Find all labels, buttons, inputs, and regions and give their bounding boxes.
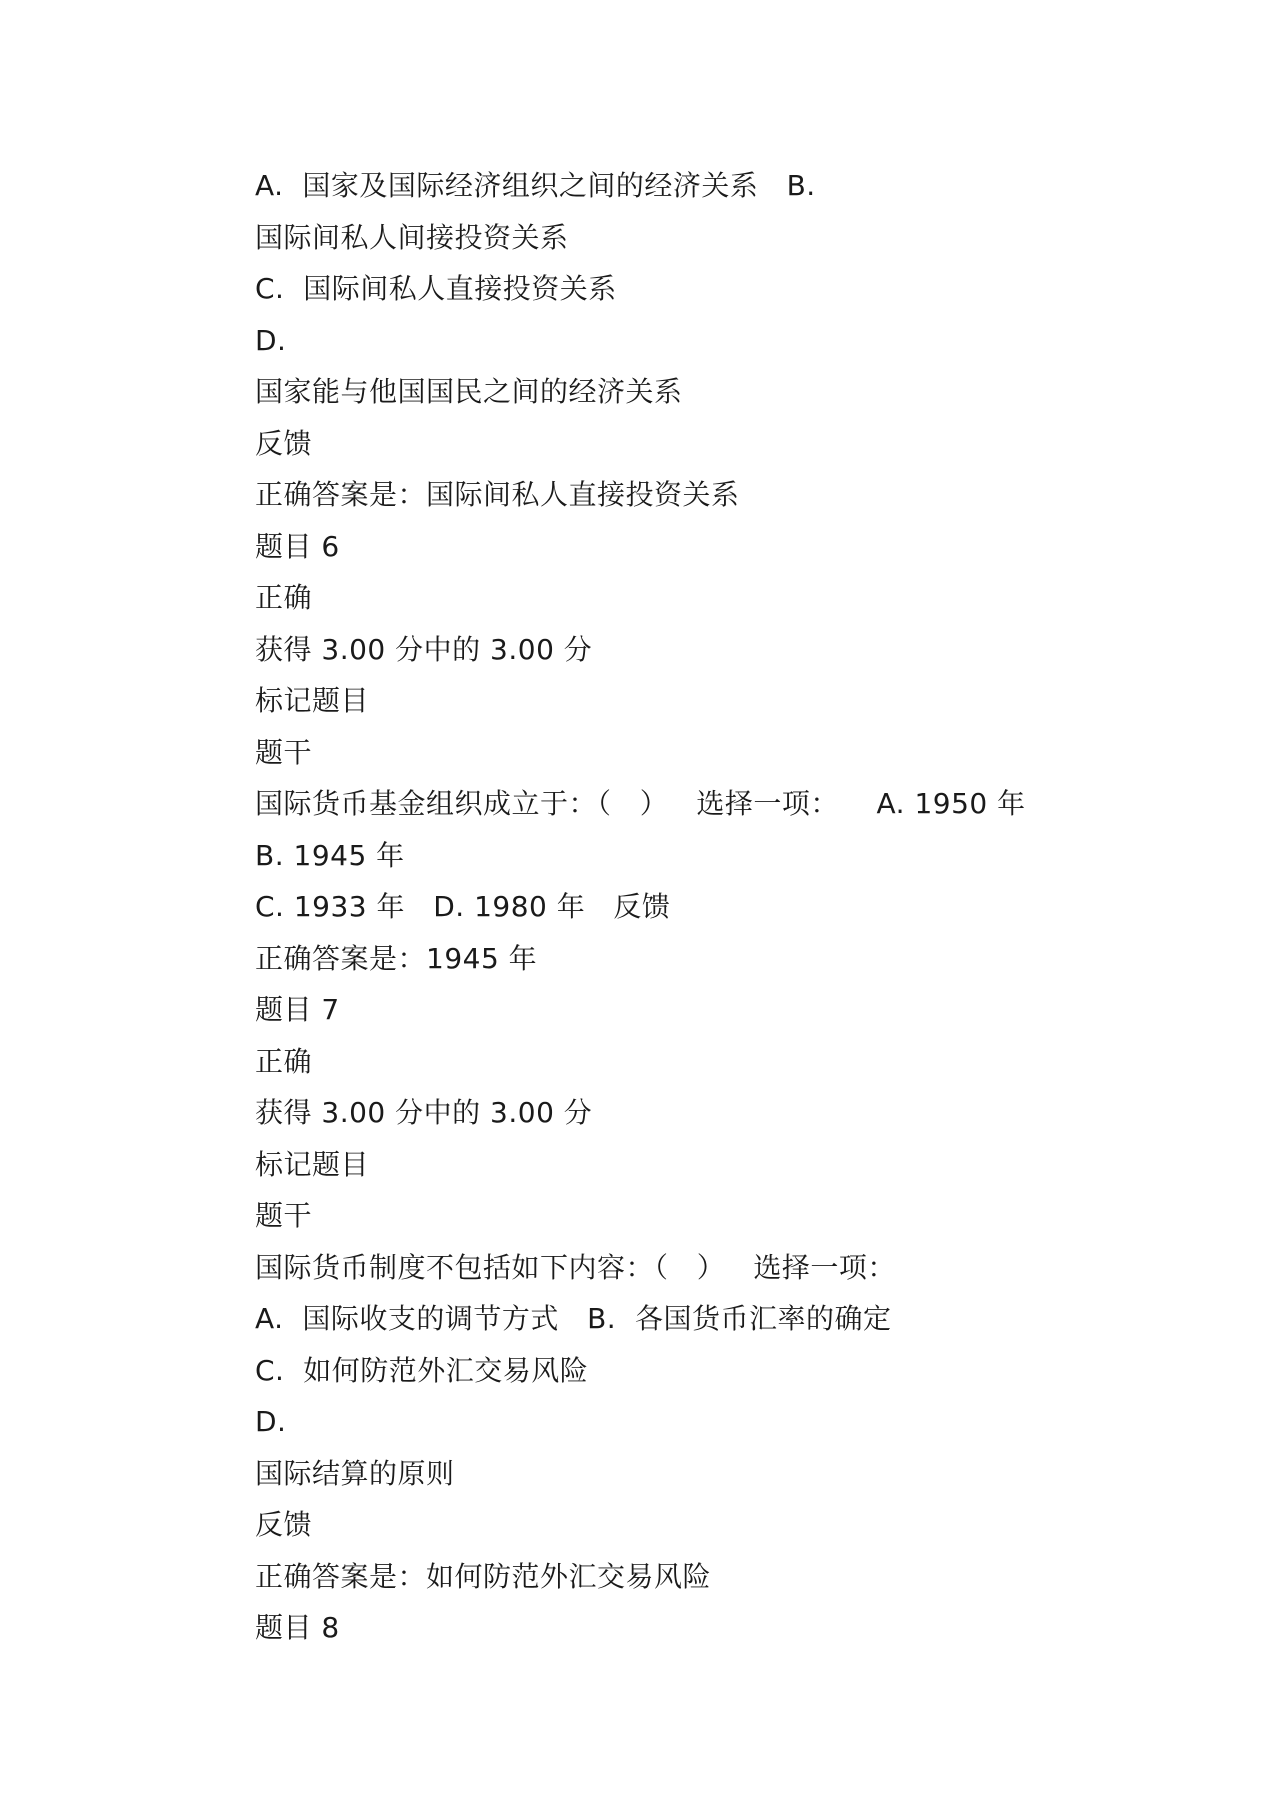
feedback-heading-q5: 反馈 [255, 426, 313, 460]
correct-answer-q6: 正确答案是：1945 年 [255, 941, 538, 975]
document-body [255, 160, 1155, 1654]
options-cd-q6: C. 1933 年 D. 1980 年 反馈 [255, 890, 671, 923]
stem-label-q7: 题干 [255, 1199, 313, 1232]
status-q6: 正确 [255, 581, 313, 614]
score-q6: 获得 3.00 分中的 3.00 分 [255, 632, 593, 666]
status-q7: 正确 [255, 1044, 313, 1078]
option-d-label-q7: D. [255, 1405, 287, 1438]
option-b-text-q5: 国际间私人间接投资关系 [255, 220, 569, 254]
option-d-label-q5: D. [255, 323, 287, 357]
score-q7: 获得 3.00 分中的 3.00 分 [255, 1096, 593, 1129]
option-a-q5: A. 国家及国际经济组织之间的经济关系 B. [255, 169, 816, 202]
flag-question-q6: 标记题目 [255, 684, 370, 717]
option-d-text-q5: 国家能与他国国民之间的经济关系 [255, 375, 683, 408]
option-c-q5: C. 国际间私人直接投资关系 [255, 272, 617, 305]
question-text-q7: 国际货币制度不包括如下内容：（ ） 选择一项： [255, 1250, 896, 1284]
feedback-heading-q7: 反馈 [255, 1508, 313, 1541]
option-b-q6: B. 1945 年 [255, 838, 405, 872]
stem-label-q6: 题干 [255, 735, 313, 769]
flag-question-q7: 标记题目 [255, 1147, 370, 1181]
correct-answer-q5: 正确答案是：国际间私人直接投资关系 [255, 478, 740, 511]
option-d-text-q7: 国际结算的原则 [255, 1456, 455, 1490]
question-7-title: 题目 7 [255, 993, 340, 1026]
options-ab-q7: A. 国际收支的调节方式 B. 各国货币汇率的确定 [255, 1302, 892, 1335]
question-text-q6: 国际货币基金组织成立于：（ ） 选择一项： A. 1950 年 [255, 787, 1026, 820]
question-8-title: 题目 8 [255, 1611, 340, 1644]
correct-answer-q7: 正确答案是：如何防范外汇交易风险 [255, 1559, 712, 1593]
option-c-q7: C. 如何防范外汇交易风险 [255, 1353, 589, 1387]
question-6-title: 题目 6 [255, 529, 340, 563]
